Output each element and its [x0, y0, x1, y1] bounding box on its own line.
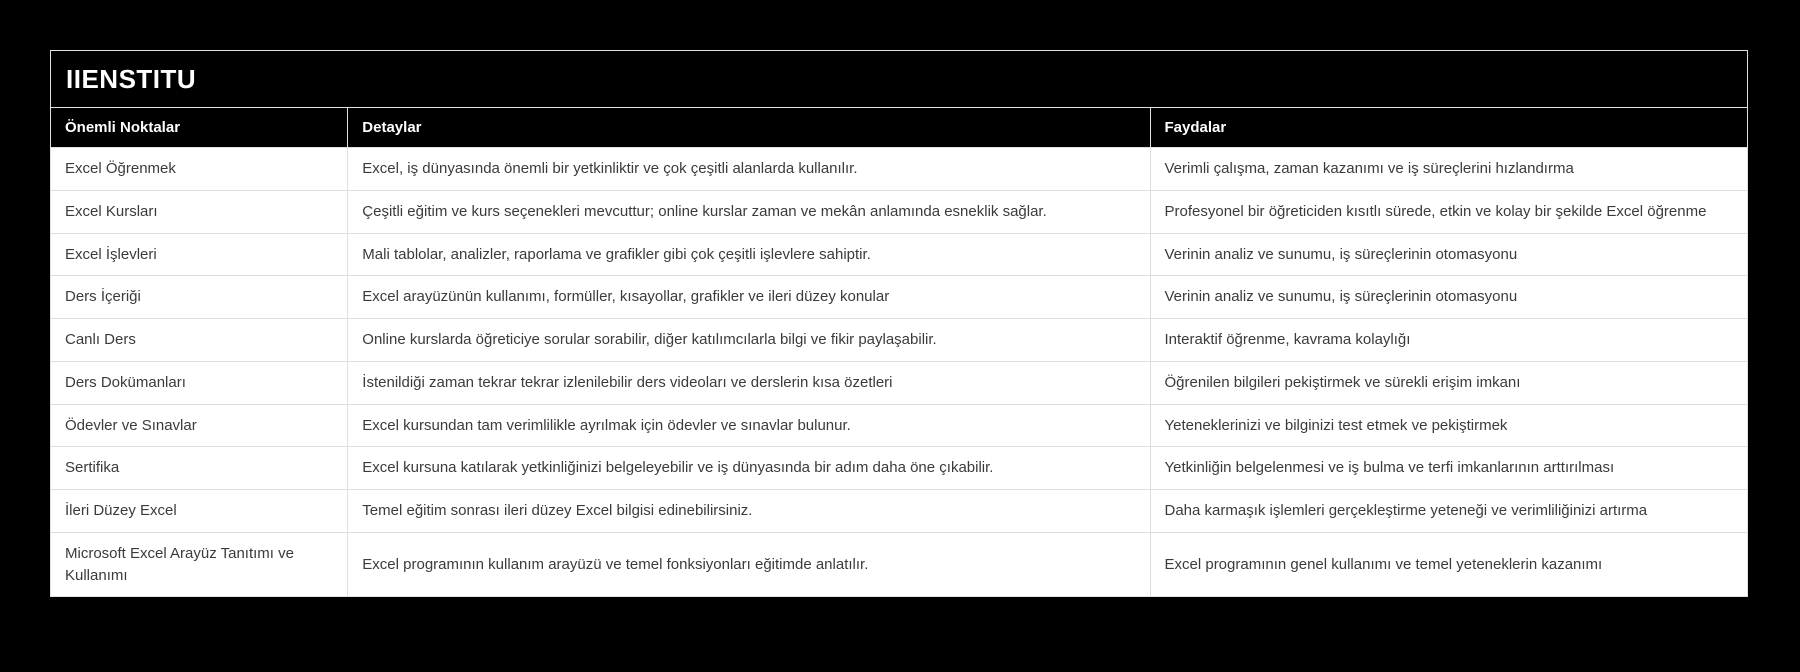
data-table — [51, 108, 1747, 596]
cell-detail: Excel, iş dünyasında önemli bir yetkinliktir ve çok çeşitli alanlarda kullanılır. — [348, 148, 1150, 191]
cell-detail: Excel kursuna katılarak yetkinliğinizi belgeleyebilir ve iş dünyasında bir adım daha öne çıkabilir. — [348, 447, 1150, 490]
table-row — [51, 490, 1747, 533]
cell-benefit: Verinin analiz ve sunumu, iş süreçlerinin otomasyonu — [1150, 276, 1747, 319]
cell-benefit: Interaktif öğrenme, kavrama kolaylığı — [1150, 319, 1747, 362]
cell-benefit: Verimli çalışma, zaman kazanımı ve iş süreçlerini hızlandırma — [1150, 148, 1747, 191]
cell-detail: Online kurslarda öğreticiye sorular sorabilir, diğer katılımcılarla bilgi ve fikir paylaşabilir. — [348, 319, 1150, 362]
cell-detail: Excel programının kullanım arayüzü ve temel fonksiyonları eğitimde anlatılır. — [348, 532, 1150, 596]
cell-benefit: Verinin analiz ve sunumu, iş süreçlerinin otomasyonu — [1150, 233, 1747, 276]
cell-detail: İstenildiği zaman tekrar tekrar izlenilebilir ders videoları ve derslerin kısa özetleri — [348, 361, 1150, 404]
cell-topic: Ders İçeriği — [51, 276, 348, 319]
header-row — [51, 108, 1747, 148]
cell-topic: Sertifika — [51, 447, 348, 490]
cell-topic: Ödevler ve Sınavlar — [51, 404, 348, 447]
table-row — [51, 361, 1747, 404]
cell-topic: Canlı Ders — [51, 319, 348, 362]
cell-benefit: Yeteneklerinizi ve bilginizi test etmek ve pekiştirmek — [1150, 404, 1747, 447]
cell-topic: Excel Öğrenmek — [51, 148, 348, 191]
cell-benefit: Öğrenilen bilgileri pekiştirmek ve sürekli erişim imkanı — [1150, 361, 1747, 404]
table-row — [51, 319, 1747, 362]
cell-topic: Microsoft Excel Arayüz Tanıtımı ve Kullanımı — [51, 532, 348, 596]
cell-benefit: Excel programının genel kullanımı ve temel yeteneklerin kazanımı — [1150, 532, 1747, 596]
table-row — [51, 532, 1747, 596]
table-row — [51, 233, 1747, 276]
cell-topic: Excel İşlevleri — [51, 233, 348, 276]
table-header — [51, 108, 1747, 148]
column-header-onemli-noktalar: Önemli Noktalar — [51, 108, 348, 148]
cell-detail: Excel arayüzünün kullanımı, formüller, kısayollar, grafikler ve ileri düzey konular — [348, 276, 1150, 319]
cell-topic: İleri Düzey Excel — [51, 490, 348, 533]
cell-detail: Excel kursundan tam verimlilikle ayrılmak için ödevler ve sınavlar bulunur. — [348, 404, 1150, 447]
table-row — [51, 404, 1747, 447]
cell-detail: Çeşitli eğitim ve kurs seçenekleri mevcuttur; online kurslar zaman ve mekân anlamında esneklik sağlar. — [348, 190, 1150, 233]
cell-topic: Ders Dokümanları — [51, 361, 348, 404]
table-row — [51, 190, 1747, 233]
cell-topic: Excel Kursları — [51, 190, 348, 233]
cell-benefit: Yetkinliğin belgelenmesi ve iş bulma ve terfi imkanlarının arttırılması — [1150, 447, 1747, 490]
table-card — [50, 50, 1748, 597]
cell-benefit: Daha karmaşık işlemleri gerçekleştirme yeteneği ve verimliliğinizi artırma — [1150, 490, 1747, 533]
table-row — [51, 276, 1747, 319]
cell-detail: Mali tablolar, analizler, raporlama ve grafikler gibi çok çeşitli işlevlere sahiptir. — [348, 233, 1150, 276]
table-body — [51, 148, 1747, 597]
column-header-faydalar: Faydalar — [1150, 108, 1747, 148]
cell-detail: Temel eğitim sonrası ileri düzey Excel bilgisi edinebilirsiniz. — [348, 490, 1150, 533]
table-row — [51, 447, 1747, 490]
page-title: IIENSTITU — [51, 51, 1747, 108]
cell-benefit: Profesyonel bir öğreticiden kısıtlı sürede, etkin ve kolay bir şekilde Excel öğrenme — [1150, 190, 1747, 233]
column-header-detaylar: Detaylar — [348, 108, 1150, 148]
table-row — [51, 148, 1747, 191]
